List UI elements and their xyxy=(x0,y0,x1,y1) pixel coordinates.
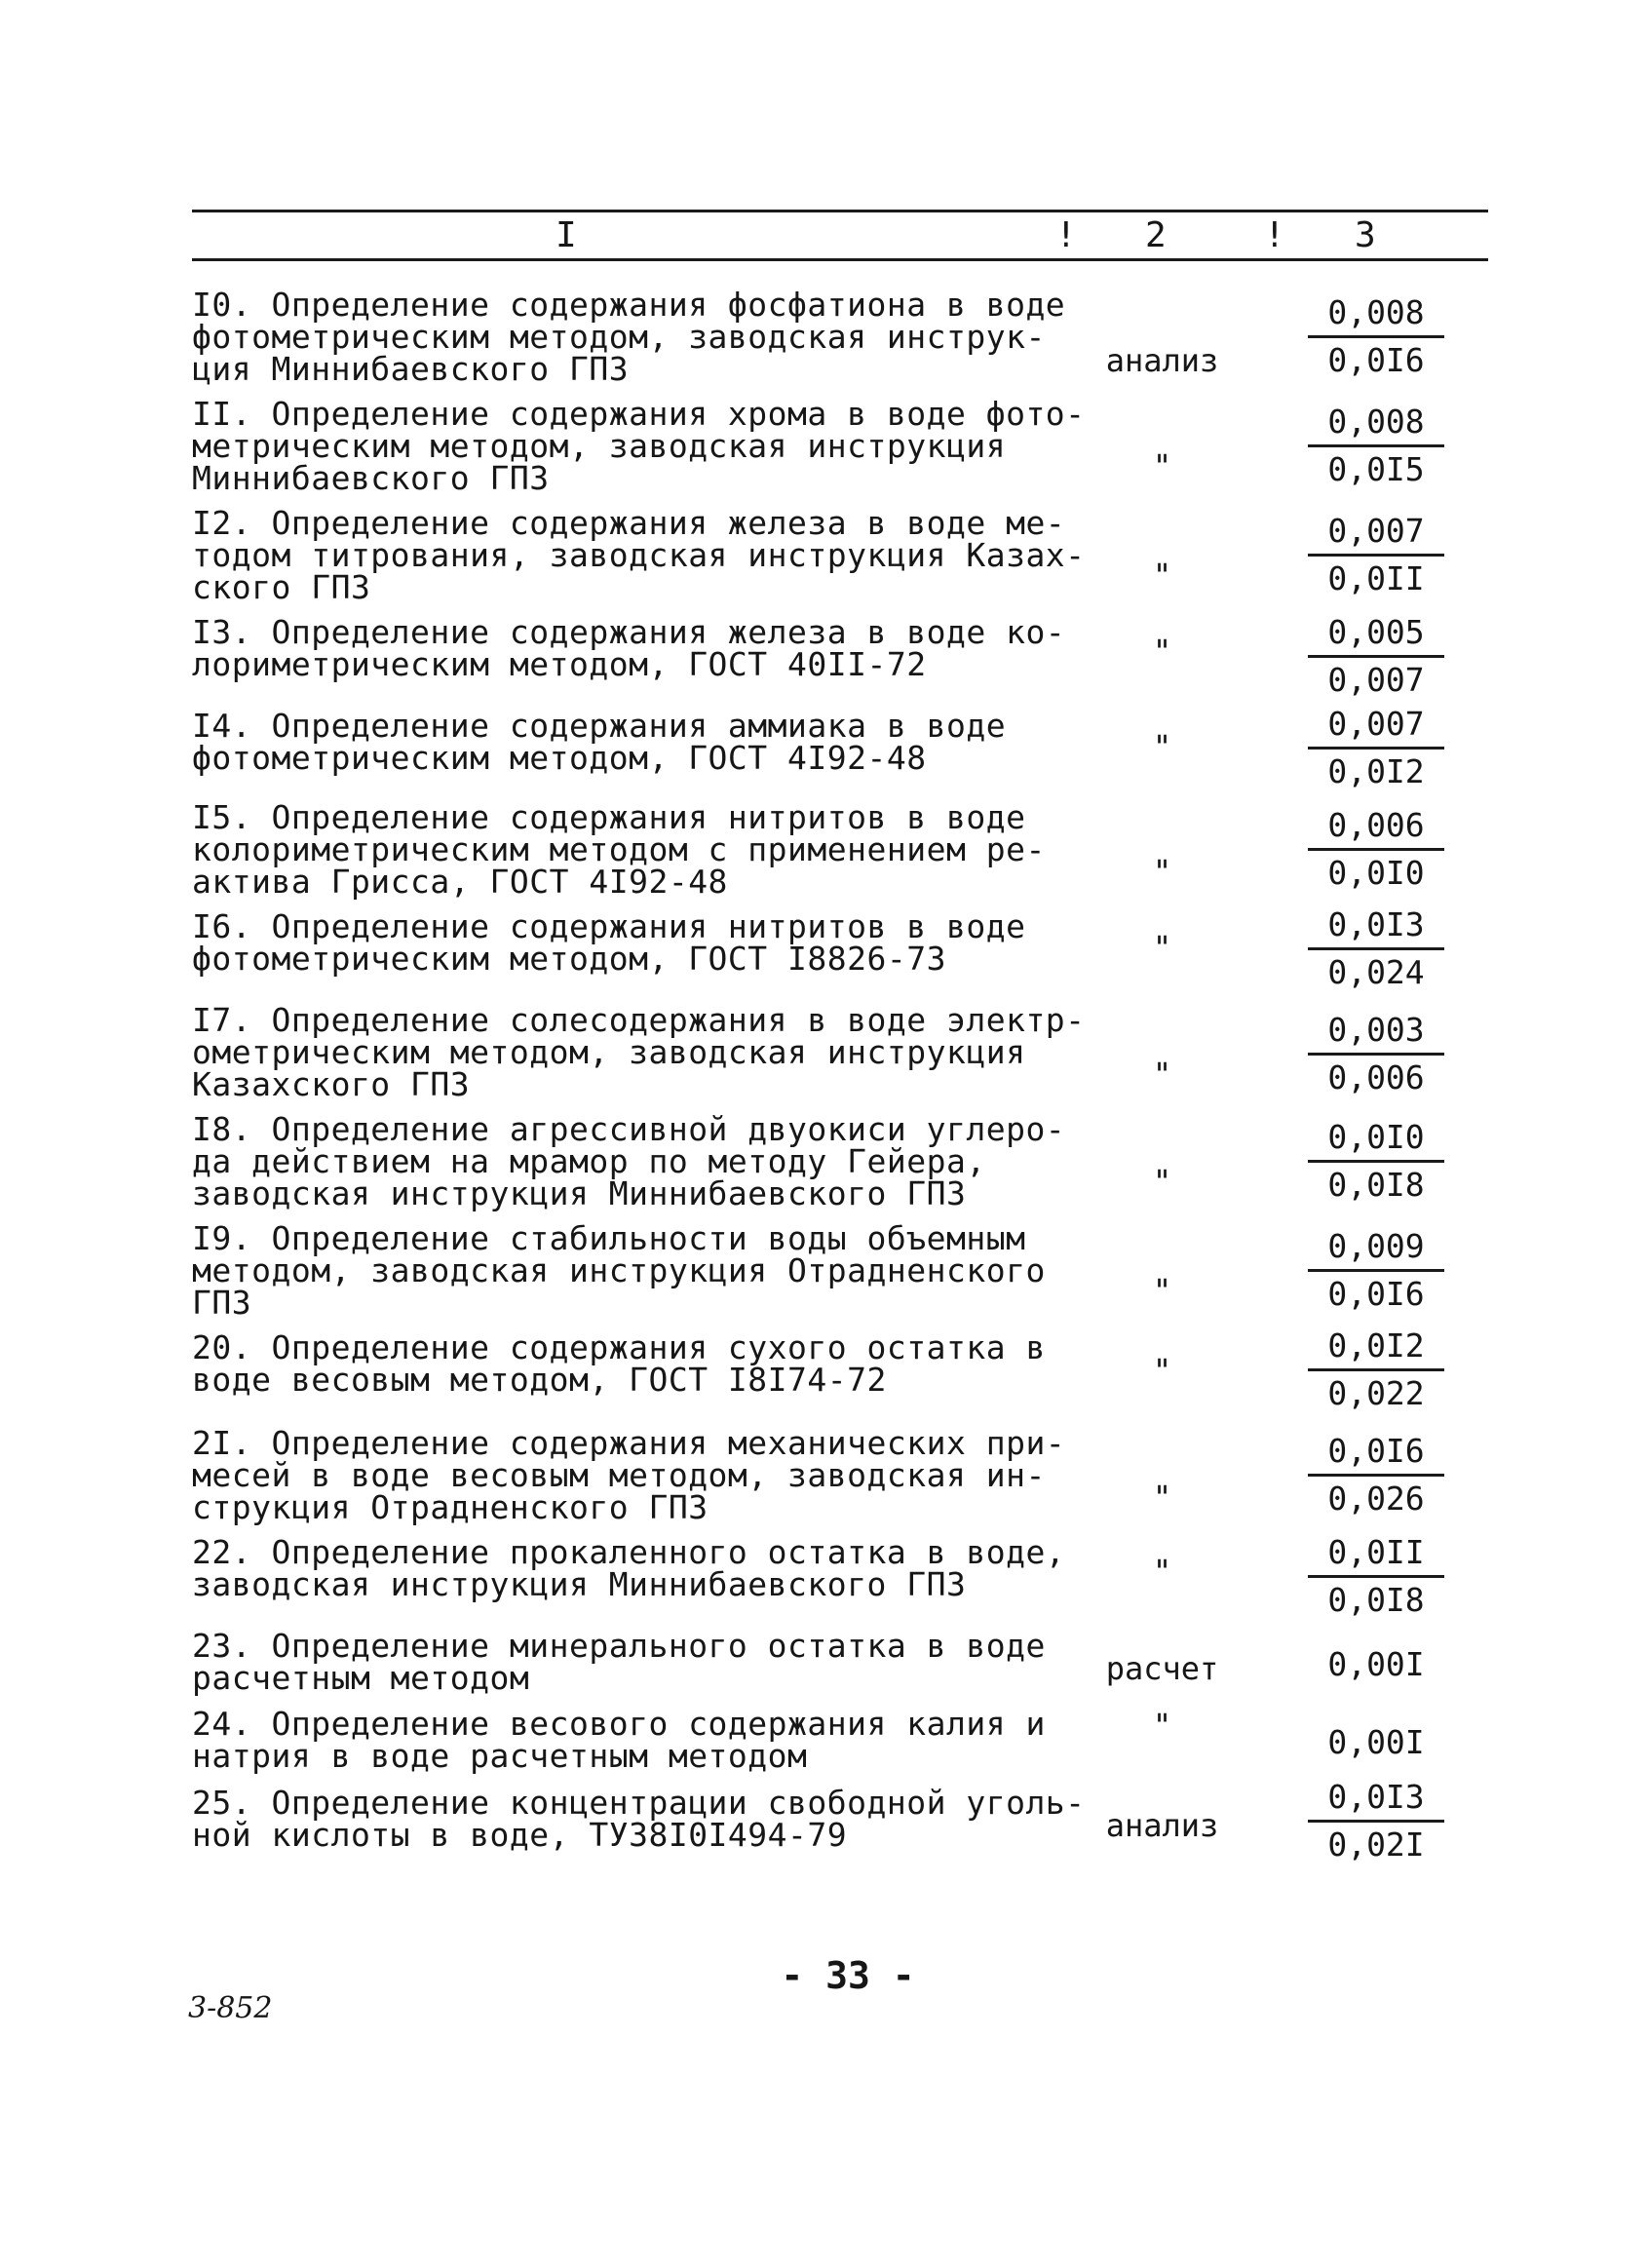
value-bottom: 0,022 xyxy=(1327,1374,1425,1412)
document-code: 3-852 xyxy=(188,1991,273,2025)
value-top: 0,005 xyxy=(1327,613,1425,651)
value-bottom: 0,0I2 xyxy=(1327,752,1425,790)
row-description: 20. Определение содержания сухого остатка в воде весовым методом, ГОСТ I8I74-72 xyxy=(192,1328,1046,1399)
column-separator: ! xyxy=(1055,215,1077,255)
value-fraction xyxy=(1298,903,1454,995)
row-description: I9. Определение стабильности воды объемным методом, заводская инструкция Отрадненского ГПЗ xyxy=(192,1219,1046,1322)
row-description: I8. Определение агрессивной двуокиси углеро- да действием на мрамор по методу Гейера, заводская инструкция Миннибаевского ГПЗ xyxy=(192,1110,1066,1212)
column-header-3: 3 xyxy=(1355,215,1376,255)
row-method: " xyxy=(1152,447,1172,484)
value-bottom: 0,006 xyxy=(1327,1058,1425,1096)
value-bottom: 0,0II xyxy=(1327,559,1425,597)
value-bottom: 0,0I8 xyxy=(1327,1166,1425,1204)
value-top: 0,0I6 xyxy=(1327,1432,1425,1470)
column-header-2: 2 xyxy=(1145,215,1167,255)
row-method: " xyxy=(1152,1163,1172,1200)
value-fraction xyxy=(1298,1224,1454,1317)
value-bottom: 0,024 xyxy=(1327,953,1425,991)
column-separator: ! xyxy=(1264,215,1285,255)
row-description: 2I. Определение содержания механических при- месей в воде весовым методом, заводская ин- струкция Отрадненского ГПЗ xyxy=(192,1424,1066,1526)
value-bottom: 0,0I8 xyxy=(1327,1581,1425,1619)
value-bottom: 0,0I5 xyxy=(1327,450,1425,488)
row-method: " xyxy=(1152,633,1172,670)
value-top: 0,007 xyxy=(1327,512,1425,550)
value-top: 0,0I2 xyxy=(1327,1326,1425,1365)
value-bottom: 0,026 xyxy=(1327,1480,1425,1518)
row-method: " xyxy=(1152,728,1172,765)
row-description: I4. Определение содержания аммиака в воде фотометрическим методом, ГОСТ 4I92-48 xyxy=(192,707,1007,777)
value-bottom: 0,007 xyxy=(1327,661,1425,699)
value-fraction xyxy=(1298,1008,1454,1100)
row-method: расчет xyxy=(1105,1650,1219,1687)
page-number: - 33 - xyxy=(781,1954,915,1997)
row-method: " xyxy=(1152,1707,1172,1744)
value-top: 0,008 xyxy=(1327,403,1425,441)
row-method: " xyxy=(1152,1352,1172,1389)
value-top: 0,006 xyxy=(1327,806,1425,844)
row-method: " xyxy=(1152,1553,1172,1590)
value-top: 0,0I3 xyxy=(1327,905,1425,943)
value-top: 0,0II xyxy=(1327,1533,1425,1571)
row-description: 22. Определение прокаленного остатка в воде, заводская инструкция Миннибаевского ГПЗ xyxy=(192,1533,1066,1603)
column-header-1: I xyxy=(555,215,577,255)
value-top: 0,008 xyxy=(1327,293,1425,331)
value-fraction xyxy=(1298,1775,1454,1867)
value-top: 0,0I3 xyxy=(1327,1778,1425,1816)
value-fraction xyxy=(1298,610,1454,703)
value-fraction xyxy=(1298,702,1454,794)
row-description: I0. Определение содержания фосфатиона в воде фотометрическим методом, заводская инструк- ция Миннибаевского ГПЗ xyxy=(192,286,1066,388)
value-top: 0,003 xyxy=(1327,1011,1425,1049)
value-bottom: 0,02I xyxy=(1327,1826,1425,1864)
value-top: 0,007 xyxy=(1327,705,1425,743)
row-method: " xyxy=(1152,1272,1172,1309)
value-fraction xyxy=(1298,1429,1454,1521)
row-method: " xyxy=(1152,557,1172,594)
row-description: 23. Определение минерального остатка в воде расчетным методом xyxy=(192,1627,1046,1697)
value-top: 0,0I0 xyxy=(1327,1118,1425,1156)
value-fraction xyxy=(1298,803,1454,896)
row-description: I5. Определение содержания нитритов в воде колориметрическим методом с применением ре- актива Грисса, ГОСТ 4I92-48 xyxy=(192,798,1046,901)
row-description: I7. Определение солесодержания в воде электр- ометрическим методом, заводская инструкция Казахского ГПЗ xyxy=(192,1001,1086,1103)
row-method: " xyxy=(1152,929,1172,966)
row-description: II. Определение содержания хрома в воде фото- метрическим методом, заводская инструкция Миннибаевского ГПЗ xyxy=(192,395,1086,497)
row-description: I3. Определение содержания железа в воде ко- лориметрическим методом, ГОСТ 40II-72 xyxy=(192,613,1066,683)
value-fraction xyxy=(1298,1115,1454,1208)
value-fraction xyxy=(1298,509,1454,601)
value-fraction xyxy=(1298,290,1454,383)
value-single: 0,00I xyxy=(1327,1645,1425,1683)
row-method: анализ xyxy=(1105,1807,1219,1844)
row-description: I2. Определение содержания железа в воде ме- тодом титрования, заводская инструкция Казах- ского ГПЗ xyxy=(192,504,1086,606)
table-top-rule xyxy=(192,210,1488,212)
value-single: 0,00I xyxy=(1327,1723,1425,1761)
value-bottom: 0,0I0 xyxy=(1327,854,1425,892)
row-method: " xyxy=(1152,853,1172,890)
value-fraction xyxy=(1298,1530,1454,1623)
row-method: " xyxy=(1152,1479,1172,1516)
value-fraction xyxy=(1298,400,1454,492)
header-bottom-rule xyxy=(192,258,1488,261)
row-method: " xyxy=(1152,1056,1172,1093)
row-method: анализ xyxy=(1105,342,1219,379)
row-description: I6. Определение содержания нитритов в воде фотометрическим методом, ГОСТ I8826-73 xyxy=(192,907,1026,978)
value-top: 0,009 xyxy=(1327,1227,1425,1265)
value-fraction xyxy=(1298,1324,1454,1416)
row-description: 24. Определение весового содержания калия и натрия в воде расчетным методом xyxy=(192,1705,1046,1775)
value-bottom: 0,0I6 xyxy=(1327,341,1425,379)
value-bottom: 0,0I6 xyxy=(1327,1275,1425,1313)
row-description: 25. Определение концентрации свободной уголь- ной кислоты в воде, ТУ38I0I494-79 xyxy=(192,1784,1086,1854)
